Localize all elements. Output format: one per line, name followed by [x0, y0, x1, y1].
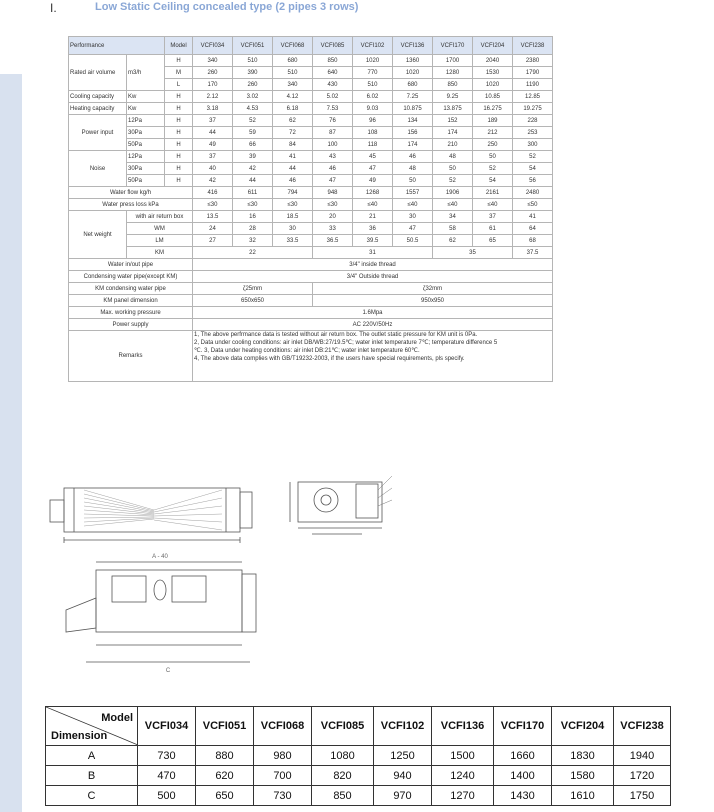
value-cell: 1660 [494, 746, 552, 766]
value-cell: 510 [353, 79, 393, 91]
speed-cell: H [165, 151, 193, 163]
with-box-label: with air return box [127, 211, 193, 223]
model-header-cell: VCFI051 [196, 707, 254, 746]
heating-unit: Kw [127, 103, 165, 115]
rated-air-volume-label: Rated air volume [69, 55, 127, 91]
pressure-cell: 50Pa [127, 175, 165, 187]
remark-line: 4, The above data complies with GB/T19232-2003, if the users have special requirements, pls specify. [194, 356, 465, 363]
value-cell: ≤30 [233, 199, 273, 211]
value-cell: 2040 [473, 55, 513, 67]
value-cell: 1360 [393, 55, 433, 67]
value-cell: 1268 [353, 187, 393, 199]
km-label: KM [127, 247, 193, 259]
value-cell: 27 [193, 235, 233, 247]
pressure-cell: 30Pa [127, 127, 165, 139]
dimension-c-label: C [165, 668, 171, 674]
value-cell: 46 [393, 151, 433, 163]
value-cell: 32 [233, 235, 273, 247]
value-cell: 61 [473, 223, 513, 235]
value-cell: 46 [313, 163, 353, 175]
value-cell: 28 [233, 223, 273, 235]
table-row [46, 766, 671, 786]
value-cell: ≤30 [313, 199, 353, 211]
remark-line: ℃. 3, Data under heating conditions: air inlet DB:21℃; water inlet temperature 60℃. [194, 348, 420, 355]
value-cell: 1.6Mpa [193, 307, 553, 319]
value-cell: 680 [273, 55, 313, 67]
value-cell: 49 [193, 139, 233, 151]
power-input-label: Power input [69, 115, 127, 151]
value-cell: 1720 [614, 766, 671, 786]
value-cell: 1906 [433, 187, 473, 199]
table-row [69, 115, 553, 127]
value-cell: 43 [313, 151, 353, 163]
value-cell: 50.5 [393, 235, 433, 247]
value-cell: 416 [193, 187, 233, 199]
top-view-drawing [56, 550, 270, 680]
speed-cell: H [165, 55, 193, 67]
value-cell: 1020 [473, 79, 513, 91]
remarks-label: Remarks [69, 331, 193, 382]
condensing-pipe-label: Condensing water pipe(except KM) [69, 271, 193, 283]
dimension-header-row [46, 707, 671, 746]
water-press-label: Water press loss kPa [69, 199, 193, 211]
value-cell: 24 [193, 223, 233, 235]
model-dimension-corner [46, 707, 138, 746]
table-row [69, 151, 553, 163]
value-cell: 16 [233, 211, 273, 223]
table-row [69, 199, 553, 211]
value-cell: 1250 [374, 746, 432, 766]
value-cell: 1790 [513, 67, 553, 79]
table-row [69, 223, 553, 235]
value-cell: 260 [193, 67, 233, 79]
value-cell: 52 [433, 175, 473, 187]
value-cell: 40 [193, 163, 233, 175]
value-cell: 16.275 [473, 103, 513, 115]
value-cell: 21 [353, 211, 393, 223]
value-cell: 650x650 [193, 295, 313, 307]
value-cell: 50 [393, 175, 433, 187]
value-cell: 59 [233, 127, 273, 139]
value-cell: 3.02 [233, 91, 273, 103]
value-cell: 1400 [494, 766, 552, 786]
value-cell: 13.875 [433, 103, 473, 115]
model-header-cell: VCFI068 [254, 707, 312, 746]
value-cell: 1557 [393, 187, 433, 199]
rated-air-volume-unit: m3/h [127, 55, 165, 91]
pressure-cell: 50Pa [127, 139, 165, 151]
value-cell: 10.875 [393, 103, 433, 115]
value-cell: 45 [353, 151, 393, 163]
value-cell: 1700 [433, 55, 473, 67]
value-cell: 152 [433, 115, 473, 127]
value-cell: 880 [196, 746, 254, 766]
spec-header-row [69, 37, 553, 55]
value-cell: 9.25 [433, 91, 473, 103]
value-cell: 2480 [513, 187, 553, 199]
value-cell: 3/4" Outside thread [193, 271, 553, 283]
value-cell: 30 [393, 211, 433, 223]
value-cell: 228 [513, 115, 553, 127]
value-cell: 510 [233, 55, 273, 67]
table-row [69, 247, 553, 259]
value-cell: 1270 [432, 786, 494, 806]
speed-cell: H [165, 91, 193, 103]
value-cell: ≤40 [393, 199, 433, 211]
value-cell: 7.25 [393, 91, 433, 103]
value-cell: ζ32mm [313, 283, 553, 295]
value-cell: 87 [313, 127, 353, 139]
value-cell: 47 [313, 175, 353, 187]
table-row [69, 175, 553, 187]
value-cell: ζ25mm [193, 283, 313, 295]
value-cell: 54 [513, 163, 553, 175]
speed-cell: H [165, 103, 193, 115]
model-header: Model [165, 37, 193, 55]
value-cell: 64 [513, 223, 553, 235]
table-row [69, 91, 553, 103]
value-cell: 4.12 [273, 91, 313, 103]
value-cell: 253 [513, 127, 553, 139]
table-row [46, 746, 671, 766]
value-cell: 470 [138, 766, 196, 786]
remark-line: 2, Data under cooling conditions: air inlet DB/WB:27/19.5℃; water inlet temperature 7℃; temperature difference 5 [194, 340, 498, 347]
model-header-cell: VCFI034 [138, 707, 196, 746]
value-cell: 1530 [473, 67, 513, 79]
value-cell: ≤30 [273, 199, 313, 211]
model-header-cell: VCFI136 [393, 37, 433, 55]
value-cell: 730 [254, 786, 312, 806]
value-cell: 12.85 [513, 91, 553, 103]
value-cell: 52 [473, 163, 513, 175]
section-title: Low Static Ceiling concealed type (2 pipes 3 rows) [95, 1, 359, 13]
value-cell: 1940 [614, 746, 671, 766]
value-cell: 37 [193, 115, 233, 127]
table-row [69, 295, 553, 307]
model-header-cell: VCFI170 [494, 707, 552, 746]
value-cell: 46 [273, 175, 313, 187]
value-cell: ≤40 [433, 199, 473, 211]
km-panel-label: KM panel dimension [69, 295, 193, 307]
cooling-unit: Kw [127, 91, 165, 103]
value-cell: 174 [393, 139, 433, 151]
model-header-cell: VCFI238 [513, 37, 553, 55]
table-row [69, 235, 553, 247]
table-row [69, 187, 553, 199]
value-cell: 340 [273, 79, 313, 91]
value-cell: 47 [353, 163, 393, 175]
remarks-cell [193, 331, 553, 382]
value-cell: 1240 [432, 766, 494, 786]
table-row [69, 211, 553, 223]
dimension-a-label: A - 40 [152, 554, 168, 560]
value-cell: 37.5 [513, 247, 553, 259]
value-cell: 390 [233, 67, 273, 79]
value-cell: 1020 [393, 67, 433, 79]
dimension-label: Dimension [51, 730, 108, 742]
model-header-cell: VCFI051 [233, 37, 273, 55]
value-cell: 9.03 [353, 103, 393, 115]
value-cell: 2.12 [193, 91, 233, 103]
speed-cell: H [165, 163, 193, 175]
value-cell: 2380 [513, 55, 553, 67]
speed-cell: H [165, 139, 193, 151]
value-cell: 48 [393, 163, 433, 175]
end-view-drawing [282, 462, 412, 542]
value-cell: 18.5 [273, 211, 313, 223]
value-cell: 118 [353, 139, 393, 151]
value-cell: 170 [193, 79, 233, 91]
value-cell: 611 [233, 187, 273, 199]
value-cell: 212 [473, 127, 513, 139]
value-cell: 54 [473, 175, 513, 187]
wm-label: WM [127, 223, 193, 235]
value-cell: 48 [433, 151, 473, 163]
value-cell: 820 [312, 766, 374, 786]
value-cell: ≤50 [513, 199, 553, 211]
value-cell: 510 [273, 67, 313, 79]
remark-line: 1, The above perfrmance data is tested without air return box. The outlet static pressure for KM unit is 0Pa. [194, 332, 478, 338]
value-cell: 47 [393, 223, 433, 235]
value-cell: 1080 [312, 746, 374, 766]
value-cell: 700 [254, 766, 312, 786]
noise-label: Noise [69, 151, 127, 187]
km-condensing-label: KM condensing water pipe [69, 283, 193, 295]
row-label: C [46, 786, 138, 806]
value-cell: 3/4" inside thread [193, 259, 553, 271]
side-view-drawing [44, 480, 256, 552]
page-sidebar-stripe [0, 74, 22, 812]
value-cell: 210 [433, 139, 473, 151]
value-cell: 62 [273, 115, 313, 127]
model-header-cell: VCFI102 [353, 37, 393, 55]
water-pipe-label: Water in/out pipe [69, 259, 193, 271]
value-cell: 6.02 [353, 91, 393, 103]
value-cell: 620 [196, 766, 254, 786]
lm-label: LM [127, 235, 193, 247]
value-cell: 1280 [433, 67, 473, 79]
value-cell: 108 [353, 127, 393, 139]
value-cell: 96 [353, 115, 393, 127]
model-label: Model [101, 712, 133, 724]
value-cell: 1610 [552, 786, 614, 806]
value-cell: 1580 [552, 766, 614, 786]
model-header-cell: VCFI068 [273, 37, 313, 55]
table-row [69, 259, 553, 271]
value-cell: 72 [273, 127, 313, 139]
model-header-cell: VCFI085 [313, 37, 353, 55]
model-header-cell: VCFI238 [614, 707, 671, 746]
value-cell: 770 [353, 67, 393, 79]
value-cell: AC 220V/50Hz [193, 319, 553, 331]
table-row [69, 271, 553, 283]
table-row [69, 319, 553, 331]
value-cell: 189 [473, 115, 513, 127]
value-cell: 5.02 [313, 91, 353, 103]
value-cell: 970 [374, 786, 432, 806]
value-cell: 62 [433, 235, 473, 247]
table-row [69, 55, 553, 67]
pressure-cell: 12Pa [127, 151, 165, 163]
model-header-cell: VCFI204 [552, 707, 614, 746]
value-cell: 52 [233, 115, 273, 127]
table-row [69, 103, 553, 115]
value-cell: 52 [513, 151, 553, 163]
value-cell: 19.275 [513, 103, 553, 115]
value-cell: 41 [513, 211, 553, 223]
value-cell: 34 [433, 211, 473, 223]
value-cell: 39 [233, 151, 273, 163]
value-cell: 1430 [494, 786, 552, 806]
value-cell: 35 [433, 247, 513, 259]
value-cell: 1190 [513, 79, 553, 91]
power-supply-label: Power supply [69, 319, 193, 331]
value-cell: 68 [513, 235, 553, 247]
value-cell: 500 [138, 786, 196, 806]
value-cell: 37 [193, 151, 233, 163]
net-weight-label: Net weight [69, 211, 127, 259]
value-cell: 44 [193, 127, 233, 139]
value-cell: 7.53 [313, 103, 353, 115]
spec-table [68, 36, 553, 382]
value-cell: 31 [313, 247, 433, 259]
value-cell: 940 [374, 766, 432, 786]
value-cell: 850 [313, 55, 353, 67]
model-header-cell: VCFI034 [193, 37, 233, 55]
value-cell: 20 [313, 211, 353, 223]
speed-cell: M [165, 67, 193, 79]
speed-cell: H [165, 127, 193, 139]
value-cell: 44 [273, 163, 313, 175]
model-header-cell: VCFI085 [312, 707, 374, 746]
value-cell: 84 [273, 139, 313, 151]
value-cell: 56 [513, 175, 553, 187]
value-cell: 65 [473, 235, 513, 247]
value-cell: 58 [433, 223, 473, 235]
value-cell: 36 [353, 223, 393, 235]
value-cell: 33 [313, 223, 353, 235]
value-cell: 850 [312, 786, 374, 806]
table-row [69, 331, 553, 382]
value-cell: 33.5 [273, 235, 313, 247]
value-cell: 640 [313, 67, 353, 79]
value-cell: 134 [393, 115, 433, 127]
performance-header: Performance [69, 37, 165, 55]
value-cell: 300 [513, 139, 553, 151]
speed-cell: H [165, 115, 193, 127]
value-cell: 13.5 [193, 211, 233, 223]
value-cell: 66 [233, 139, 273, 151]
value-cell: 41 [273, 151, 313, 163]
value-cell: 650 [196, 786, 254, 806]
value-cell: 2161 [473, 187, 513, 199]
model-header-cell: VCFI102 [374, 707, 432, 746]
table-row [69, 127, 553, 139]
value-cell: 680 [393, 79, 433, 91]
value-cell: 250 [473, 139, 513, 151]
section-numeral: I. [50, 1, 57, 15]
value-cell: 50 [473, 151, 513, 163]
table-row [69, 163, 553, 175]
value-cell: 4.53 [233, 103, 273, 115]
value-cell: ≤30 [193, 199, 233, 211]
value-cell: 30 [273, 223, 313, 235]
value-cell: 156 [393, 127, 433, 139]
value-cell: ≤40 [353, 199, 393, 211]
table-row [46, 786, 671, 806]
speed-cell: H [165, 175, 193, 187]
value-cell: 42 [193, 175, 233, 187]
value-cell: 948 [313, 187, 353, 199]
value-cell: ≤40 [473, 199, 513, 211]
value-cell: 49 [353, 175, 393, 187]
value-cell: 76 [313, 115, 353, 127]
value-cell: 3.18 [193, 103, 233, 115]
model-header-cell: VCFI136 [432, 707, 494, 746]
value-cell: 850 [433, 79, 473, 91]
value-cell: 6.18 [273, 103, 313, 115]
value-cell: 950x950 [313, 295, 553, 307]
row-label: A [46, 746, 138, 766]
value-cell: 174 [433, 127, 473, 139]
table-row [69, 283, 553, 295]
value-cell: 42 [233, 163, 273, 175]
value-cell: 980 [254, 746, 312, 766]
value-cell: 260 [233, 79, 273, 91]
value-cell: 22 [193, 247, 313, 259]
value-cell: 10.85 [473, 91, 513, 103]
cooling-capacity-label: Cooling capacity [69, 91, 127, 103]
value-cell: 1830 [552, 746, 614, 766]
table-row [69, 307, 553, 319]
table-row [69, 139, 553, 151]
value-cell: 36.5 [313, 235, 353, 247]
max-pressure-label: Max. working pressure [69, 307, 193, 319]
pressure-cell: 30Pa [127, 163, 165, 175]
water-flow-label: Water flow kg/h [69, 187, 193, 199]
value-cell: 37 [473, 211, 513, 223]
value-cell: 1500 [432, 746, 494, 766]
value-cell: 430 [313, 79, 353, 91]
value-cell: 44 [233, 175, 273, 187]
value-cell: 794 [273, 187, 313, 199]
dimension-table [45, 706, 671, 806]
value-cell: 100 [313, 139, 353, 151]
row-label: B [46, 766, 138, 786]
model-header-cell: VCFI204 [473, 37, 513, 55]
heating-capacity-label: Heating capacity [69, 103, 127, 115]
pressure-cell: 12Pa [127, 115, 165, 127]
value-cell: 50 [433, 163, 473, 175]
speed-cell: L [165, 79, 193, 91]
value-cell: 730 [138, 746, 196, 766]
value-cell: 39.5 [353, 235, 393, 247]
value-cell: 1750 [614, 786, 671, 806]
value-cell: 1020 [353, 55, 393, 67]
value-cell: 340 [193, 55, 233, 67]
model-header-cell: VCFI170 [433, 37, 473, 55]
